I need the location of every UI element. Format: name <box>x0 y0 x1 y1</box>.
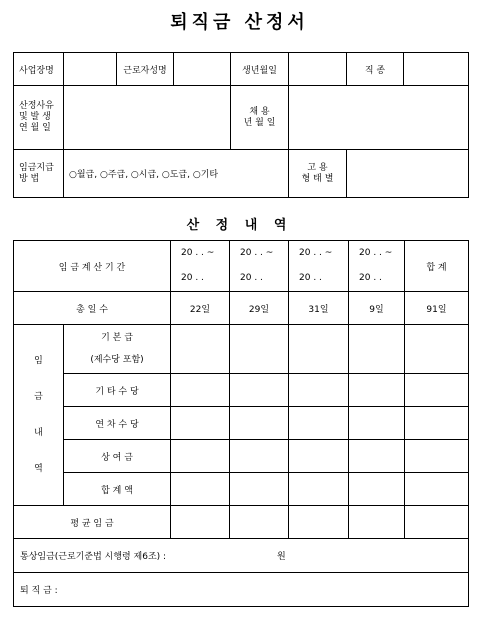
position-field[interactable] <box>404 53 469 86</box>
document-title: 퇴직금 산정서 <box>170 12 309 33</box>
amount-cell[interactable] <box>230 506 289 539</box>
employment-type-label <box>289 150 347 198</box>
amount-cell[interactable] <box>349 506 405 539</box>
amount-cell[interactable] <box>349 325 405 374</box>
section-title: 산 정 내 역 <box>186 218 293 233</box>
worker-name-field[interactable] <box>174 53 231 86</box>
side-label-char: 금 <box>34 392 43 402</box>
employment-type-label-line: 고 용 <box>307 162 328 173</box>
hire-date-field[interactable] <box>289 86 469 150</box>
amount-cell[interactable] <box>349 440 405 473</box>
side-label-char: 내 <box>34 428 43 438</box>
amount-cell[interactable] <box>289 440 349 473</box>
reason-field[interactable] <box>64 86 231 150</box>
bonus-label: 상 여 금 <box>64 440 171 473</box>
reason-label-line: 연 월 일 <box>19 123 51 133</box>
amount-cell[interactable] <box>405 440 469 473</box>
base-pay-label <box>64 325 171 374</box>
period-cell[interactable]: 20 . . ~ 20 . . <box>349 241 405 292</box>
business-name-field[interactable] <box>64 53 117 86</box>
other-allowance-label: 기 타 수 당 <box>64 374 171 407</box>
period-label: 임 금 계 산 기 간 <box>14 241 171 292</box>
employment-type-field[interactable] <box>347 150 469 198</box>
wage-details-side-label <box>14 325 64 506</box>
reason-label-line: 및 발 생 <box>19 112 51 122</box>
days-total-cell: 91일 <box>405 292 469 325</box>
severance-pay-row[interactable] <box>14 573 469 607</box>
hire-date-label-line: 년 월 일 <box>243 117 276 128</box>
hire-date-label-line: 채 용 <box>249 106 270 117</box>
amount-cell[interactable] <box>349 374 405 407</box>
amount-cell[interactable] <box>289 325 349 374</box>
employment-type-label-line: 형 태 별 <box>301 173 334 184</box>
base-pay-label-sub: (제수당 포함) <box>90 355 144 365</box>
business-name-label: 사업장명 <box>14 53 64 86</box>
pay-method-label <box>14 150 64 198</box>
days-cell: 29일 <box>230 292 289 325</box>
average-wage-label: 평 균 임 금 <box>14 506 171 539</box>
amount-cell[interactable] <box>405 506 469 539</box>
base-pay-label-text: 기 본 급 <box>101 333 133 343</box>
period-cell[interactable]: 20 . . ~ 20 . . <box>171 241 230 292</box>
amount-cell[interactable] <box>289 374 349 407</box>
worker-name-label: 근로자성명 <box>117 53 174 86</box>
info-table <box>13 52 469 198</box>
days-cell: 9일 <box>349 292 405 325</box>
amount-cell[interactable] <box>405 407 469 440</box>
period-cell[interactable]: 20 . . ~ 20 . . <box>230 241 289 292</box>
side-label-char: 임 <box>34 356 43 366</box>
total-days-label: 총 일 수 <box>14 292 171 325</box>
annual-leave-allowance-label: 연 차 수 당 <box>64 407 171 440</box>
amount-cell[interactable] <box>349 473 405 506</box>
birthdate-field[interactable] <box>289 53 347 86</box>
amount-cell[interactable] <box>405 374 469 407</box>
days-cell: 31일 <box>289 292 349 325</box>
amount-cell[interactable] <box>171 407 230 440</box>
pay-method-label-line: 임금지급 <box>19 162 54 173</box>
ordinary-wage-label: 통상임금(근로기준법 시행령 제6조) : <box>20 552 167 562</box>
severance-pay-label: 퇴 직 금 : <box>20 586 58 596</box>
calculation-table <box>13 240 469 607</box>
amount-cell[interactable] <box>171 473 230 506</box>
days-cell: 22일 <box>171 292 230 325</box>
reason-label <box>14 86 64 150</box>
reason-label-line: 산정사유 <box>19 101 54 111</box>
amount-cell[interactable] <box>230 325 289 374</box>
position-label: 직 종 <box>347 53 404 86</box>
total-header: 합 계 <box>405 241 469 292</box>
amount-cell[interactable] <box>230 473 289 506</box>
amount-cell[interactable] <box>171 506 230 539</box>
amount-cell[interactable] <box>289 473 349 506</box>
amount-cell[interactable] <box>289 407 349 440</box>
hire-date-label <box>231 86 289 150</box>
period-cell[interactable]: 20 . . ~ 20 . . <box>289 241 349 292</box>
amount-cell[interactable] <box>289 506 349 539</box>
amount-cell[interactable] <box>349 407 405 440</box>
amount-cell[interactable] <box>171 440 230 473</box>
ordinary-wage-row[interactable] <box>14 539 469 573</box>
amount-cell[interactable] <box>230 440 289 473</box>
amount-cell[interactable] <box>171 325 230 374</box>
amount-cell[interactable] <box>405 325 469 374</box>
amount-cell[interactable] <box>230 374 289 407</box>
side-label-char: 역 <box>34 464 43 474</box>
pay-method-options[interactable]: ○월급, ○주급, ○시급, ○도급, ○기타 <box>64 150 289 198</box>
amount-cell[interactable] <box>230 407 289 440</box>
amount-cell[interactable] <box>171 374 230 407</box>
won-unit: 원 <box>276 552 286 562</box>
amount-cell[interactable] <box>405 473 469 506</box>
birthdate-label: 생년월일 <box>231 53 289 86</box>
pay-method-label-line: 방 법 <box>19 173 40 184</box>
sum-label: 합 계 액 <box>64 473 171 506</box>
